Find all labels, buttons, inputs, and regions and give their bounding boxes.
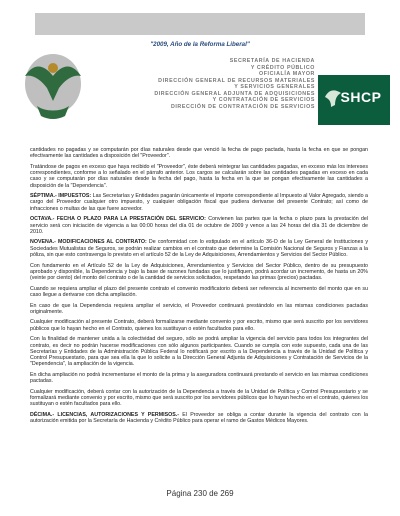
shcp-logo bbox=[318, 75, 390, 125]
paragraph-text: Con la finalidad de mantener unida a la colectividad del seguro, sólo se podrá ampliar la vigencia del servicio para todos los integrantes del contrato, es decir no podrán hacerse modificaciones con sólo algunos participantes. Cuando se cumpla con este supuesto, cada una de las Secretarías y Entidades de la Administración Pública Federal lo notificará por escrito a la Dependencia a través de la Unidad de Política y Control Presupuestario, para que sea ella la que lo solicite a la Dirección General Adjunta de Adquisiciones y Contratación de Servicios de la "Dependencia", la ampliación de la vigencia. bbox=[30, 336, 368, 368]
page-number: Página 230 de 269 bbox=[166, 489, 234, 498]
paragraph bbox=[30, 216, 368, 235]
agency-lines bbox=[154, 58, 315, 110]
paragraph bbox=[30, 336, 368, 367]
paragraph-title: OCTAVA.- FECHA O PLAZO PARA LA PRESTACIÓN DEL SERVICIO: bbox=[30, 216, 206, 223]
paragraph-text: Cualquier modificación al presente Contrato, deberá formalizarse mediante convenio y por escrito, mismo que será suscrito por los servidores públicos que lo hayan hecho en el Contrato, quienes los sustituyan o estén facultados para ello. bbox=[30, 319, 368, 332]
agency-line: OFICIALÍA MAYOR bbox=[259, 71, 315, 77]
paragraph-title: DÉCIMA.- LICENCIAS, AUTORIZACIONES Y PERMISOS.- bbox=[30, 411, 180, 418]
paragraph bbox=[30, 286, 368, 298]
agency-line: DIRECCIÓN DE CONTRATACIÓN DE SERVICIOS bbox=[170, 103, 315, 110]
paragraph-text: Cualquier modificación, deberá contar con la autorización de la Dependencia a través de la Unidad de Política y Control Presupuestario y se formalizará mediante convenio y por escrito, mismo que será suscrito por los servidores públicos que lo hayan hecho en el contrato, quienes los sustituyan o estén facultados para ello. bbox=[30, 388, 368, 408]
paragraph-text: En caso de que la Dependencia requiera ampliar el servicio, el Proveedor continuará prestándolo en las mismas condiciones pactadas originalmente. bbox=[30, 302, 368, 315]
agency-line: Y CONTRATACIÓN DE SERVICIOS bbox=[212, 97, 315, 103]
document-body bbox=[30, 147, 368, 429]
paragraph bbox=[30, 372, 368, 384]
paragraph bbox=[30, 164, 368, 189]
logo-text: SHCP bbox=[340, 89, 382, 105]
agency-line: DIRECCIÓN GENERAL DE RECURSOS MATERIALES bbox=[158, 77, 315, 84]
paragraph bbox=[30, 193, 368, 212]
paragraph bbox=[30, 389, 368, 408]
paragraph-text: Con fundamento en el Artículo 52 de la Ley de Adquisiciones, Arrendamientos y Servicios del Sector Público, dentro de su presupuesto aprobado y disponible, la Dependencia y bajo la base de razones fundadas que lo justifiquen, podrá acordar un incremento, de hasta un 20% (veinte por ciento) del monto del contrato o de la cantidad de servicios solicitados, respetando las primas (precios) pactadas. bbox=[30, 262, 368, 281]
paragraph-text: Tratándose de pagos en exceso que haya recibido el "Proveedor", éste deberá reintegrar las cantidades pagadas, en exceso más los intereses correspondientes, conforme a lo señalado en el párrafo anterior. Los cargos se calcularán sobre las cantidades pagadas en exceso en cada caso y se computarán por días naturales desde la fecha del pago, hasta la fecha en la que se pongan efectivamente las cantidades a disposición de la "Dependencia". bbox=[30, 163, 368, 189]
letterhead bbox=[0, 0, 400, 148]
paragraph bbox=[30, 412, 368, 424]
paragraph-text: En dicha ampliación no podrá incrementarse el monto de la prima y la aseguradora continuará prestando el servicio en las mismas condiciones pactadas. bbox=[30, 371, 368, 385]
agency-line: DIRECCIÓN GENERAL ADJUNTA DE ADQUISICIONES bbox=[154, 90, 315, 97]
agency-line: Y CRÉDITO PÚBLICO bbox=[250, 64, 315, 71]
slogan: "2009, Año de la Reforma Liberal" bbox=[150, 41, 250, 48]
paragraph bbox=[30, 303, 368, 315]
agency-line: SECRETARÍA DE HACIENDA bbox=[229, 58, 315, 64]
paragraph-text: Cuando se requiera ampliar el plazo del presente contrato el convenio modificatorio deberá ser referencia al incremento del monto que en su caso llegue a derivarse con dicha ampliación. bbox=[30, 285, 368, 298]
paragraph-text: cantidades no pagadas y se computarán por días naturales desde que venció la fecha de pago pactada, hasta la fecha en que se pongan efectivamente las cantidades a disposición del "Proveedor". bbox=[30, 147, 368, 160]
paragraph bbox=[30, 263, 368, 282]
paragraph-title: SÉPTIMA.- IMPUESTOS: bbox=[30, 193, 92, 200]
eagle-emblem-icon bbox=[15, 46, 90, 126]
paragraph bbox=[30, 319, 368, 331]
paragraph-text: De conformidad con lo estipulado en el artículo 36-O de la Ley General de Instituciones y Sociedades Mutualistas de Seguros, se podrán realizar cambios en el contrato que determine la Comisión Nacional de Seguros y Fianzas a la póliza, sin que esto contravenga lo previsto en el artículo 52 de la Ley de Adquisiciones, Arrendamientos y Servicios del Sector Público. bbox=[30, 239, 368, 258]
paragraph bbox=[30, 147, 368, 159]
paragraph-text: El Proveedor se obliga a contar durante la vigencia del contrato con la autorización emitida por la Secretaría de Hacienda y Crédito Público para operar el ramo de Gastos Médicos Mayores. bbox=[30, 411, 369, 425]
header-gray-bar bbox=[35, 13, 365, 35]
paragraph-title: NOVENA.- MODIFICACIONES AL CONTRATO: bbox=[30, 239, 147, 246]
agency-line: Y SERVICIOS GENERALES bbox=[234, 84, 315, 90]
paragraph-text: Convienen las partes que la fecha o plazo para la prestación del servicio será con iniciación de vigencia a las 00:00 horas del día 01 de octubre de 2009 y vence a las 24 horas del día 31 de diciembre de 2010. bbox=[30, 216, 368, 235]
paragraph-text: Las Secretarías y Entidades pagarán únicamente el importe correspondiente al Impuesto al Valor Agregado, siendo a cargo del Proveedor cualquier otro impuesto, y cualquier obligación fiscal que pudiera derivarse del presente Contrato; así como de infracciones o multas de las que fuere acreedor. bbox=[30, 193, 369, 212]
paragraph bbox=[30, 239, 368, 258]
